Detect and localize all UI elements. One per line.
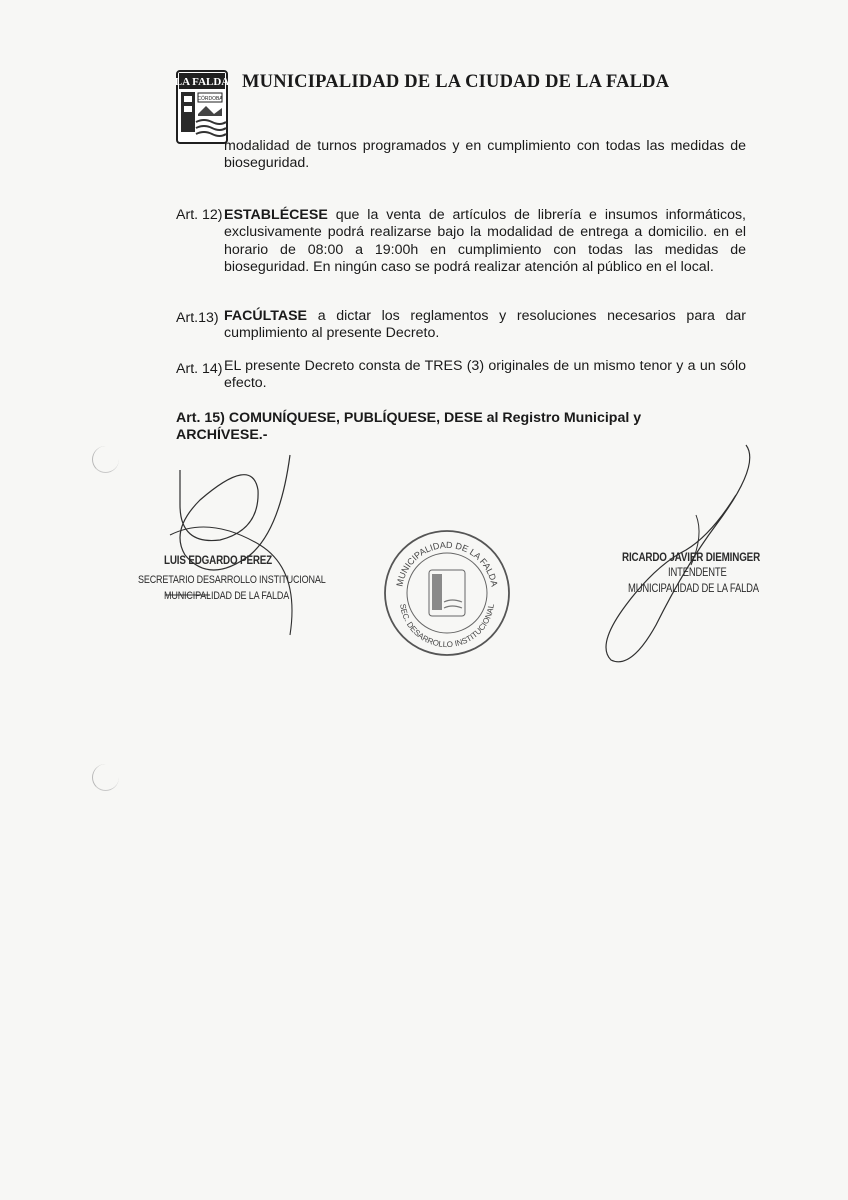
punch-hole-top <box>92 446 119 473</box>
article-15: Art. 15) COMUNÍQUESE, PUBLÍQUESE, DESE al Registro Municipal y ARCHÍVESE.- <box>176 410 642 444</box>
municipal-logo <box>176 70 228 144</box>
punch-hole-bottom <box>92 764 119 791</box>
article-14-body: EL presente Decreto consta de TRES (3) originales de un mismo tenor y a un sólo efecto. <box>224 358 746 392</box>
article-12-label: Art. 12) <box>176 207 223 223</box>
continuation-paragraph: modalidad de turnos programados y en cumplimiento con todas las medidas de bioseguridad. <box>224 138 746 172</box>
signature-right-name: RICARDO JAVIER DIEMINGER <box>622 550 761 564</box>
svg-text:CÓRDOBA: CÓRDOBA <box>197 96 223 102</box>
page-title: MUNICIPALIDAD DE LA CIUDAD DE LA FALDA <box>242 72 670 92</box>
signature-right-title: INTENDENTE <box>668 567 727 579</box>
article-12-body <box>224 207 746 277</box>
article-13-body <box>224 308 746 343</box>
article-12-text: que la venta de artículos de librería e insumos informáticos, exclusivamente podrá realizarse bajo la modalidad de entrega a domicilio. en el horario de 08:00 a 19:00h en cumplimiento con todas las medidas de bioseguridad. En ningún caso se podrá realizar atención al público en el local. <box>224 207 746 276</box>
svg-text:SEC. DESARROLLO INSTITUCIONAL: SEC. DESARROLLO INSTITUCIONAL <box>398 603 496 650</box>
article-13-label: Art.13) <box>176 310 219 326</box>
official-seal <box>382 528 512 658</box>
svg-text:MUNICIPALIDAD DE LA FALDA: MUNICIPALIDAD DE LA FALDA <box>394 539 500 588</box>
signature-left-title: SECRETARIO DESARROLLO INSTITUCIONAL <box>138 574 326 586</box>
signature-left <box>140 445 310 645</box>
signature-right-org: MUNICIPALIDAD DE LA FALDA <box>628 583 759 595</box>
signature-left-name: LUIS EDGARDO PEREZ <box>164 553 273 567</box>
article-14-label: Art. 14) <box>176 361 223 377</box>
article-13-text: a dictar los reglamentos y resoluciones necesarios para dar cumplimiento al presente Decreto. <box>224 308 746 342</box>
svg-text:LA FALDA: LA FALDA <box>176 76 228 88</box>
signature-left-org: MUNICIPALIDAD DE LA FALDA <box>164 590 290 602</box>
article-12-keyword: ESTABLÉCESE <box>224 207 328 223</box>
article-13-keyword: FACÚLTASE <box>224 308 308 324</box>
